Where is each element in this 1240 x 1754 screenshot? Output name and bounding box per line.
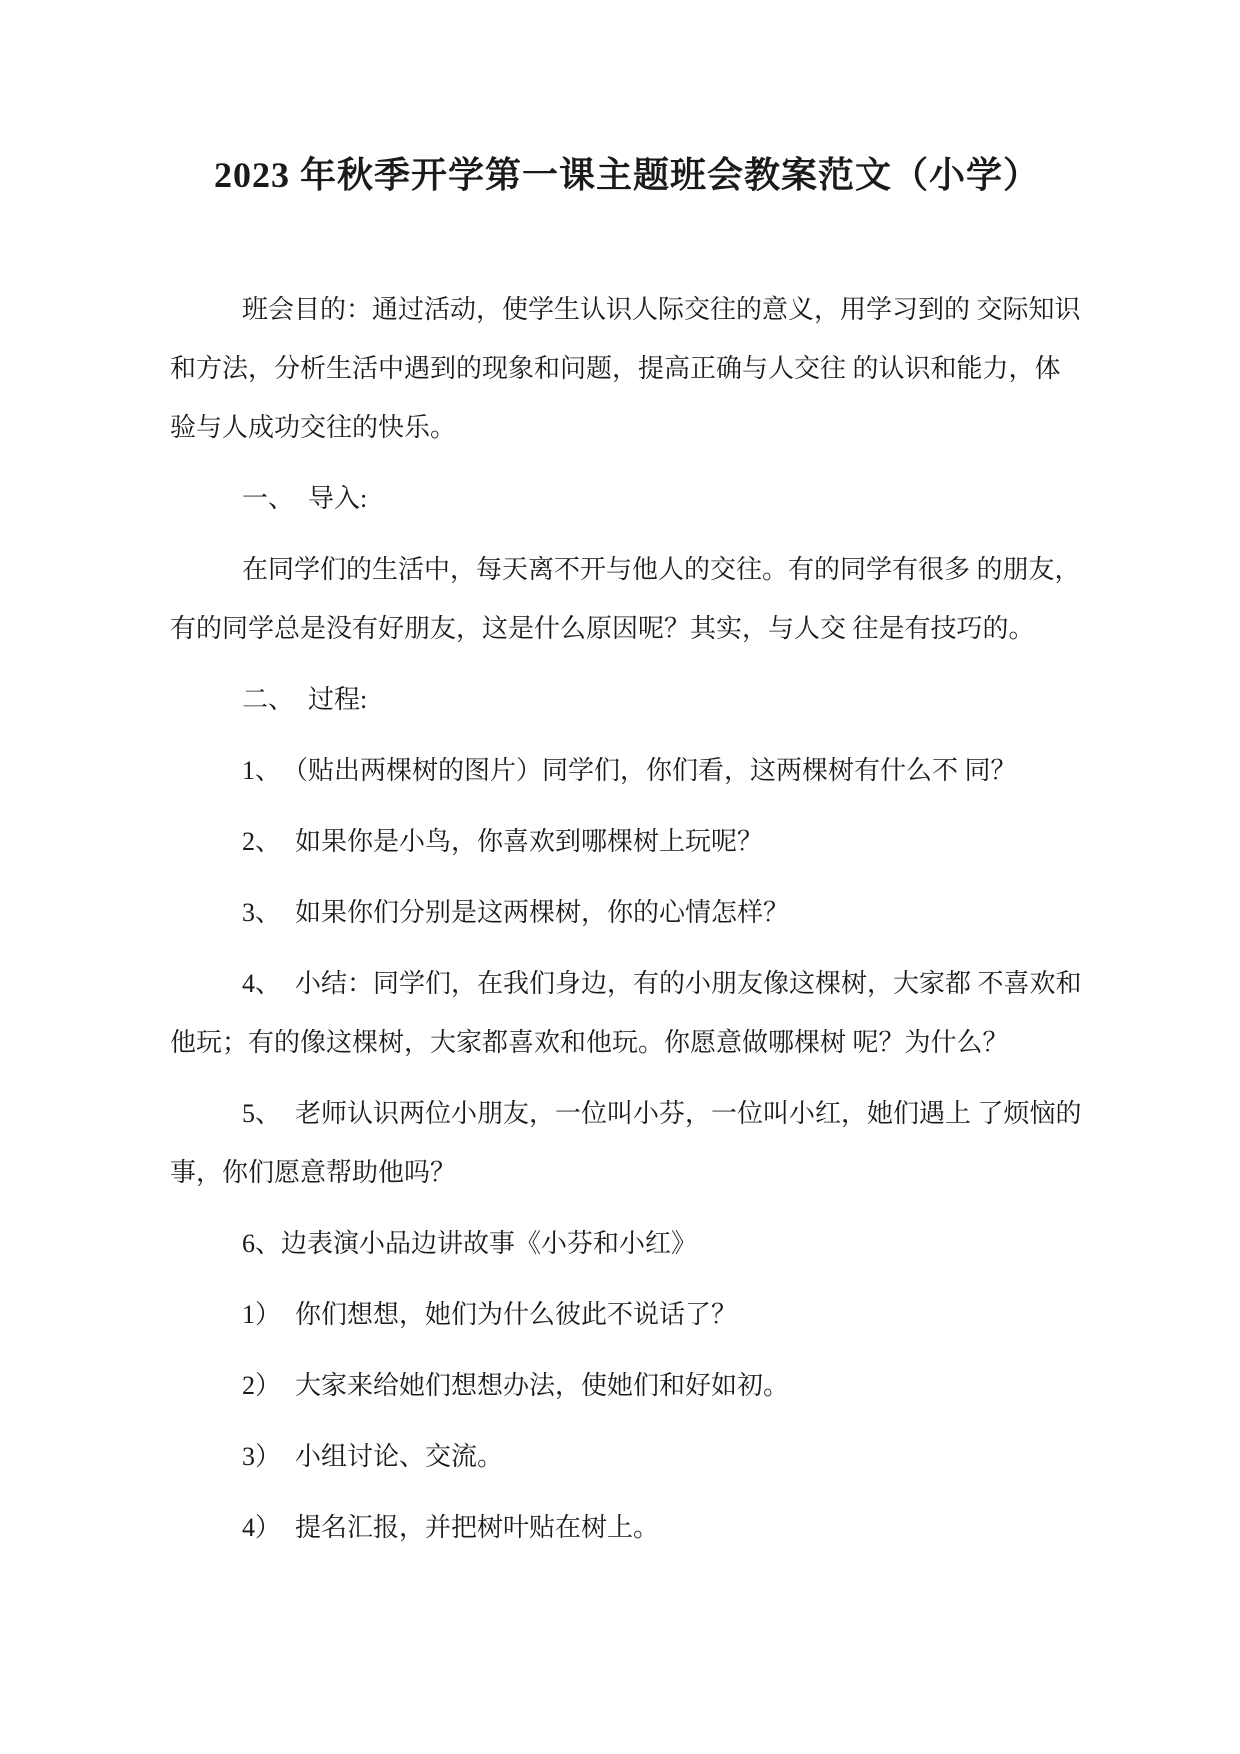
list-marker: 5、 [242,1099,282,1128]
list-marker: 3、 [242,898,282,927]
paragraph-text: 过程: [308,685,368,714]
paragraph-text: 6、边表演小品边讲故事《小芬和小红》 [242,1229,698,1258]
paragraph-text: 大家来给她们想想办法，使她们和好如初。 [295,1371,790,1400]
section-heading [170,469,1084,528]
paragraph-text: 班会目的：通过活动，使学生认识人际交往的意义，用学习到的 交际知识和方法，分析生活中遇到的现象和问题，提高正确与人交往 的认识和能力，体验与人成功交往的快乐。 [170,295,1081,442]
paragraph-text: 小结：同学们，在我们身边，有的小朋友像这棵树，大家都 不喜欢和他玩；有的像这棵树，大家都喜欢和他玩。你愿意做哪棵树 呢？为什么？ [170,969,1082,1057]
document-title: 2023 年秋季开学第一课主题班会教案范文（小学） [213,155,1040,195]
paragraph [170,954,1084,1072]
paragraph [170,1285,1084,1344]
paragraph-text: 你们想想，她们为什么彼此不说话了？ [295,1300,738,1329]
paragraph-text: 提名汇报，并把树叶贴在树上。 [295,1513,660,1542]
paragraph-text: 导入: [308,484,368,513]
paragraph-text: 如果你们分别是这两棵树，你的心情怎样？ [295,898,790,927]
paragraph-text: 如果你是小鸟，你喜欢到哪棵树上玩呢？ [295,827,764,856]
list-marker: 二、 [242,685,295,714]
list-marker: 2、 [242,827,282,856]
list-marker: 一、 [242,484,295,513]
list-marker: 2） [242,1371,282,1400]
section-heading [170,670,1084,729]
paragraph-text: 老师认识两位小朋友，一位叫小芬，一位叫小红，她们遇上 了烦恼的事，你们愿意帮助他吗？ [170,1099,1082,1187]
list-marker: 1） [242,1300,282,1329]
paragraph-text: （贴出两棵树的图片）同学们，你们看，这两棵树有什么不 同？ [295,756,1017,785]
paragraph [170,741,1084,800]
paragraph [170,1498,1084,1557]
paragraph [170,1356,1084,1415]
list-marker: 4） [242,1513,282,1542]
list-marker: 4、 [242,969,282,998]
paragraph [170,1084,1084,1202]
paragraph [170,280,1084,457]
paragraph [170,812,1084,871]
list-marker: 1、 [242,756,282,785]
list-marker: 3） [242,1442,282,1471]
paragraph [170,1214,1084,1273]
paragraph-text: 小组讨论、交流。 [295,1442,504,1471]
paragraph-text: 在同学们的生活中，每天离不开与他人的交往。有的同学有很多 的朋友，有的同学总是没有好朋友，这是什么原因呢？其实，与人交 往是有技巧的。 [170,555,1081,643]
paragraph [170,540,1084,658]
paragraph [170,883,1084,942]
paragraph [170,1427,1084,1486]
document-body [170,280,1084,1557]
